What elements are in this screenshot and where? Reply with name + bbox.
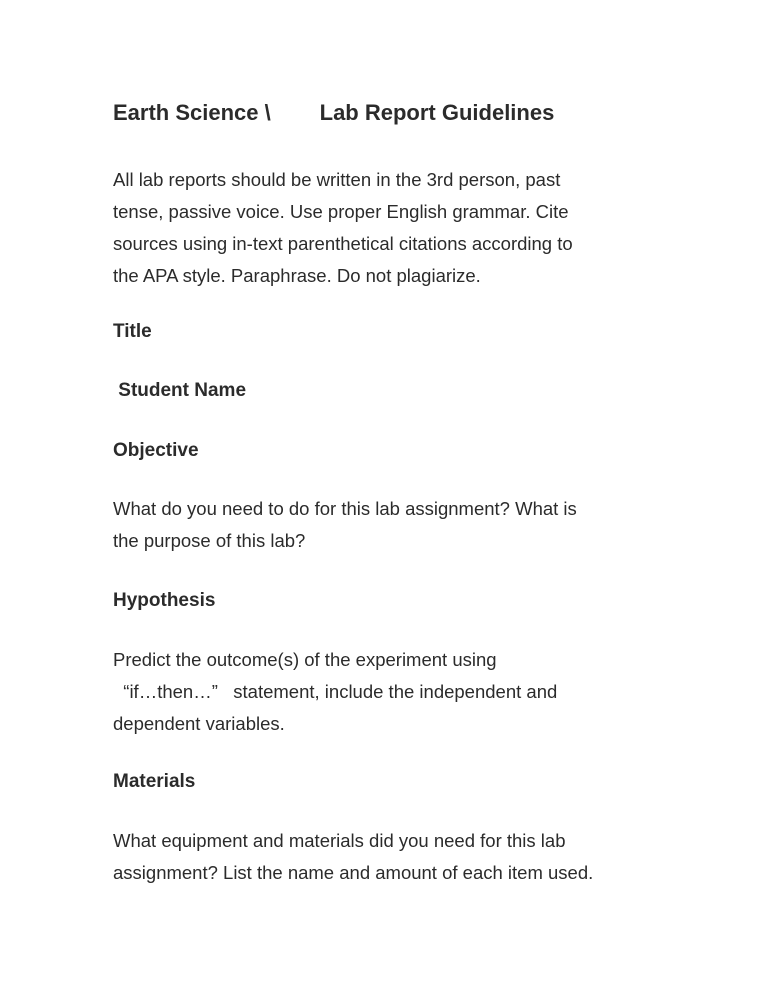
objective-line: the purpose of this lab? <box>113 530 306 551</box>
hypothesis-line: dependent variables. <box>113 713 285 734</box>
intro-line: All lab reports should be written in the 3rd person, past <box>113 169 561 190</box>
objective-line: What do you need to do for this lab assignment? What is <box>113 498 577 519</box>
materials-paragraph <box>113 825 643 889</box>
materials-heading: Materials <box>113 771 196 792</box>
hypothesis-paragraph <box>113 644 643 740</box>
objective-heading: Objective <box>113 440 199 461</box>
hypothesis-line: “if…then…” statement, include the independent and <box>113 681 558 702</box>
intro-paragraph <box>113 164 643 292</box>
intro-line: the APA style. Paraphrase. Do not plagiarize. <box>113 265 481 286</box>
student-name-heading: Student Name <box>113 380 247 401</box>
hypothesis-line: Predict the outcome(s) of the experiment using <box>113 649 497 670</box>
materials-line: assignment? List the name and amount of each item used. <box>113 862 594 883</box>
materials-line: What equipment and materials did you need for this lab <box>113 830 566 851</box>
hypothesis-heading: Hypothesis <box>113 590 216 611</box>
intro-line: sources using in-text parenthetical citations according to <box>113 233 573 254</box>
document-title: Earth Science \ Lab Report Guidelines <box>113 100 555 125</box>
objective-paragraph <box>113 493 643 557</box>
intro-line: tense, passive voice. Use proper English grammar. Cite <box>113 201 569 222</box>
title-heading: Title <box>113 321 152 342</box>
